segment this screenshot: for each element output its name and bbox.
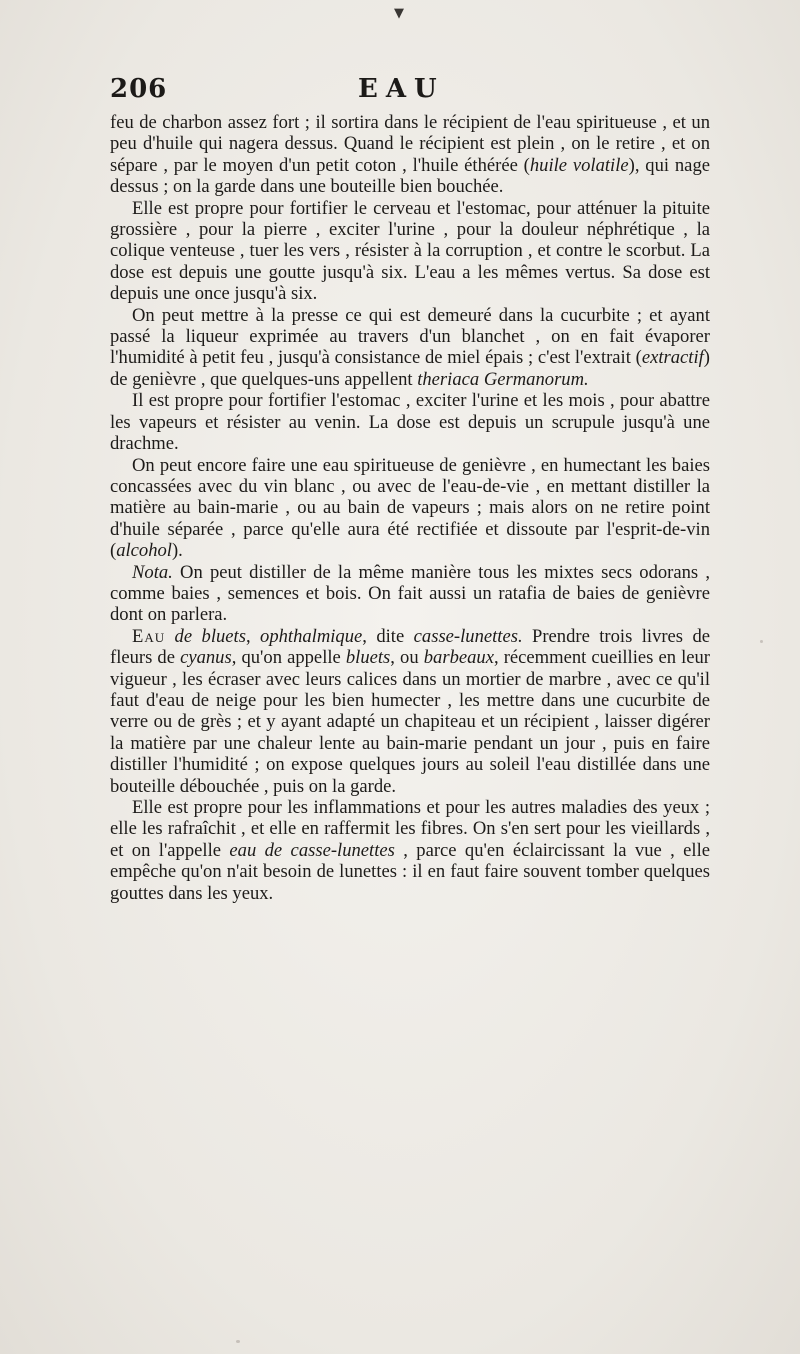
- text-segment: , récemment cueillies en leur vigueur , les écraser avec leurs calices dans un mortier de marbre , avec ce qu'il faut d'eau de neige pour les bien humecter , les mettre dans une cucurbite de verre ou de grès ; et y ayant adapté un chapiteau et un récipient , laisser digérer la matière par une chaleur lente au bain-marie pendant un jour , puis en faire distiller l'humidité ; on expose quelques jours au soleil l'eau distillée dans une bouteille débouchée , puis on la garde.: [110, 647, 710, 797]
- text-segment: On peut distiller de la même manière tous les mixtes secs odorans , comme baies , semences et bois. On fait aussi un ratafia de baies de genièvre dont on parlera.: [110, 561, 710, 626]
- text-segment: , qu'on appelle: [231, 647, 346, 669]
- text-segment: Prendre trois livres de fleurs de: [110, 625, 711, 669]
- text-segment: cyanus: [180, 647, 232, 669]
- page-number: 206: [110, 74, 168, 104]
- text-segment: Nota.: [132, 561, 173, 583]
- text-segment: eau de casse-lunettes: [229, 839, 395, 861]
- text-segment: ophthalmique: [260, 625, 363, 647]
- text-segment: extractif: [641, 347, 704, 369]
- text-segment: ) de genièvre , que quelques-uns appellent: [110, 347, 710, 390]
- paper-speck: [760, 640, 763, 643]
- text-segment: huile volatile: [529, 154, 629, 176]
- text-segment: barbeaux: [423, 647, 494, 669]
- running-title: EAU: [358, 74, 445, 104]
- text-segment: theriaca Germanorum.: [417, 368, 589, 390]
- text-segment: ), qui nage dessus ; on la garde dans une bouteille bien bouchée.: [110, 154, 710, 198]
- text-segment: casse-lunettes.: [413, 625, 523, 647]
- paragraph-p8: [110, 797, 710, 904]
- text-segment: ,: [245, 625, 261, 647]
- paragraph-p4: [110, 390, 710, 454]
- text-segment: , ou: [390, 647, 424, 669]
- page-header: [110, 74, 700, 108]
- text-segment: Elle est propre pour les inflammations et pour les autres maladies des yeux ; elle les rafraîchit , et elle en raffermit les fibres. On s'en sert pour les vieillards , et on l'appelle: [110, 797, 710, 861]
- page-top-mark: ▼: [394, 6, 404, 21]
- paragraph-p5: [110, 455, 710, 562]
- text-segment: Eau: [132, 625, 166, 647]
- text-segment: bluets: [345, 647, 391, 669]
- text-segment: feu de charbon assez fort ; il sortira dans le récipient de l'eau spiritueuse , et un peu d'huile qui nagera dessus. Quand le récipient est plein , on le retire , et on sépare , par le moyen d'un petit coton , l'huile éthérée (: [110, 112, 710, 176]
- text-segment: , dite: [362, 625, 414, 647]
- text-segment: Il est propre pour fortifier l'estomac , exciter l'urine et les mois , pour abattre les vapeurs et résister au venin. La dose est depuis un scrupule jusqu'à une drachme.: [110, 390, 710, 455]
- text-segment: alcohol: [116, 540, 172, 562]
- paragraph-p2: [110, 198, 710, 305]
- text-segment: , parce qu'en éclaircissant la vue , elle empêche qu'on n'ait besoin de lunettes : il en faut faire souvent tomber quelques gouttes dans les yeux.: [110, 839, 711, 904]
- paragraph-p6: [110, 562, 710, 626]
- paper-speck: [236, 1340, 240, 1343]
- text-segment: On peut encore faire une eau spiritueuse de genièvre , en humectant les baies concassées avec du vin blanc , ou avec de l'eau-de-vie , en mettant distiller la matière au bain-marie , ou au bain de vapeurs ; mais alors on ne retire point d'huile séparée , parce qu'elle aura été rectifiée et dissoute par l'esprit-de-vin (: [110, 454, 710, 562]
- body-text: [110, 112, 710, 904]
- text-segment: On peut mettre à la presse ce qui est demeuré dans la cucurbite ; et ayant passé la liqueur exprimée au travers d'un blanchet , on en fait évaporer l'humidité à petit feu , jusqu'à consistance de miel épais ; c'est l'extrait (: [110, 304, 710, 369]
- text-segment: ).: [171, 540, 183, 562]
- paragraph-p3: [110, 305, 710, 391]
- text-segment: de bluets: [165, 625, 246, 647]
- paragraph-p1: [110, 112, 710, 198]
- text-segment: Elle est propre pour fortifier le cerveau et l'estomac, pour atténuer la pituite grossière , pour la pierre , exciter l'urine , pour la douleur néphrétique , la colique venteuse , tuer les vers , résister à la corruption , et contre le scorbut. La dose est depuis une goutte jusqu'à six. L'eau a les mêmes vertus. Sa dose est depuis une once jusqu'à six.: [110, 197, 710, 305]
- paragraph-p7: [110, 626, 710, 797]
